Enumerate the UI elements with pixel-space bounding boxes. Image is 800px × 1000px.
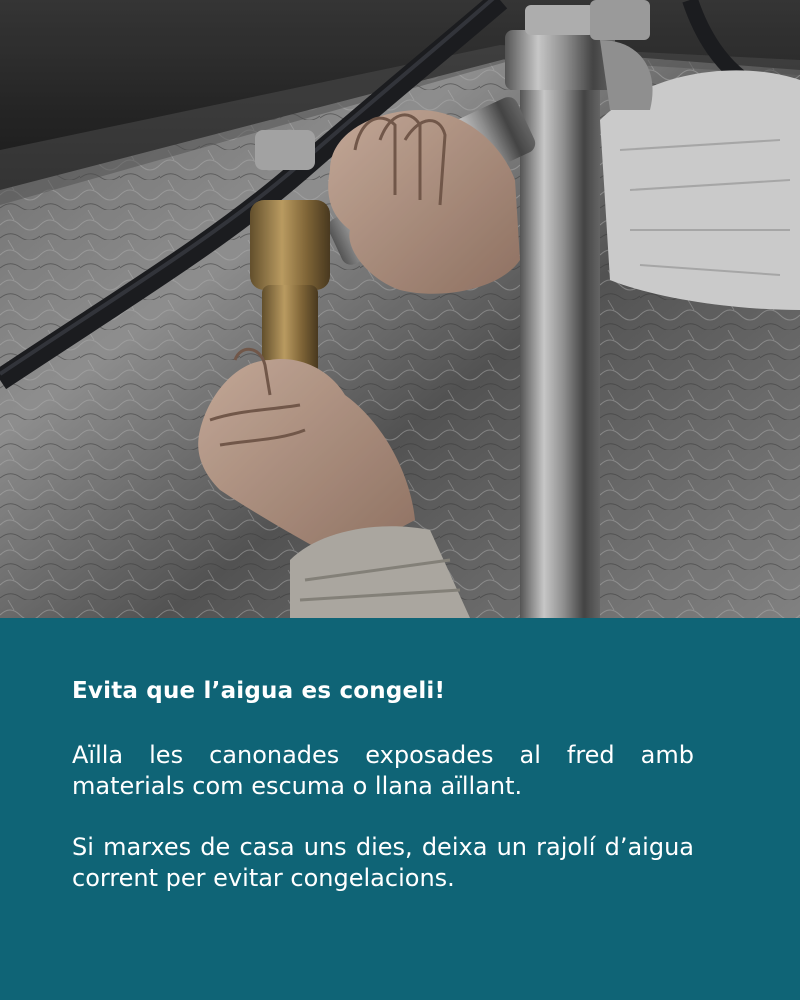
panel-paragraph-trickle: Si marxes de casa uns dies, deixa un rajolí d’aigua corrent per evitar congelacions. (72, 833, 694, 892)
info-panel (0, 618, 800, 1000)
panel-paragraph-insulate: Aïlla les canonades exposades al fred amb materials com escuma o llana aïllant. (72, 741, 694, 800)
panel-heading: Evita que l’aigua es congeli! (72, 678, 446, 704)
